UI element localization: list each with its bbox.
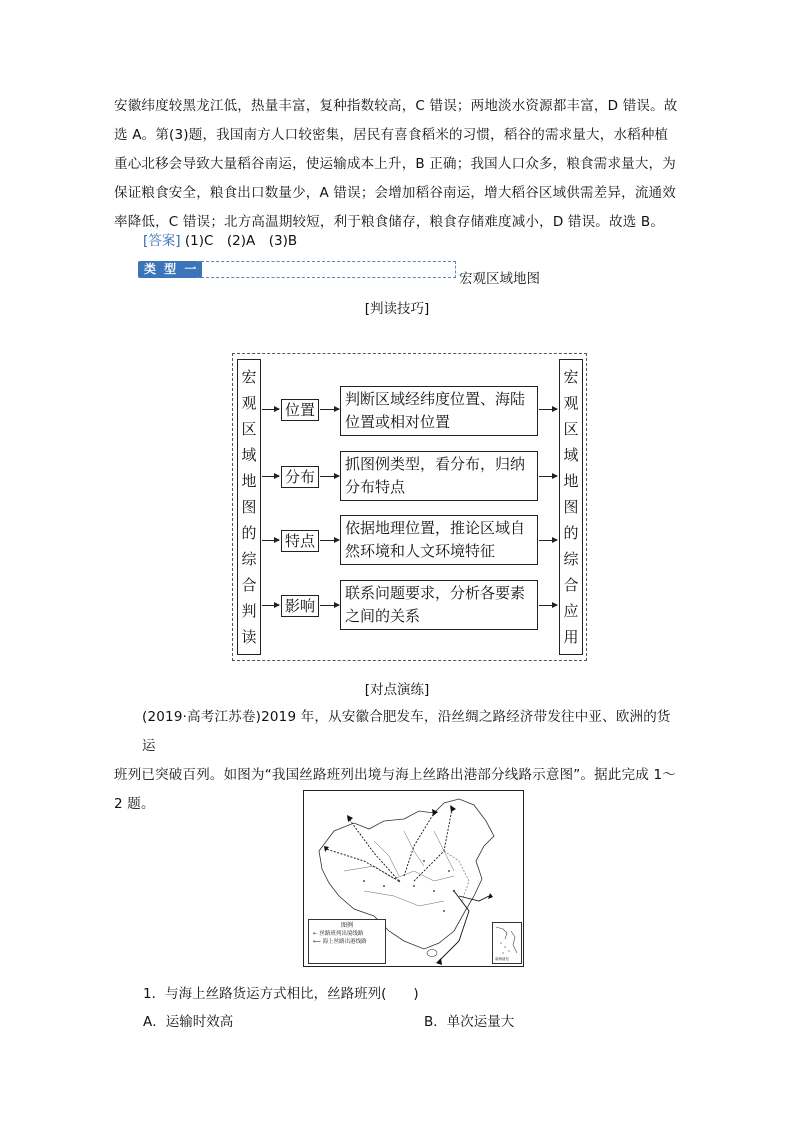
legend-item-sea: ⟵ 海上丝路出港线路 bbox=[313, 939, 367, 945]
vertical-char: 的 bbox=[563, 524, 579, 542]
row-desc-distribution bbox=[340, 451, 538, 501]
legend-title: 图例 bbox=[340, 922, 353, 929]
vertical-char: 地 bbox=[563, 472, 579, 490]
vertical-char: 合 bbox=[563, 576, 579, 594]
vertical-char: 综 bbox=[241, 550, 257, 568]
row-desc-impact bbox=[340, 580, 538, 630]
explanation-line: 重心北移会导致大量稻谷南运，使运输成本上升，B 正确；我国人口众多，粮食需求量大，为 bbox=[114, 156, 676, 172]
arrow bbox=[320, 605, 339, 606]
desc-line: 位置或相对位置 bbox=[345, 413, 451, 431]
row-desc-features bbox=[340, 515, 538, 565]
arrow bbox=[320, 476, 339, 477]
type-badge: 类 型 一 bbox=[138, 261, 202, 278]
desc-line: 抓图例类型，看分布，归纳 bbox=[345, 455, 526, 473]
type-title: 宏观区域地图 bbox=[459, 271, 540, 287]
answer-text: (1)C (2)A (3)B bbox=[184, 233, 298, 249]
vertical-char: 综 bbox=[563, 550, 579, 568]
row-label-features: 特点 bbox=[281, 530, 319, 552]
arrow bbox=[539, 605, 557, 606]
vertical-char: 观 bbox=[241, 394, 257, 412]
vertical-char: 区 bbox=[241, 420, 257, 438]
explanation-paragraph bbox=[114, 92, 680, 237]
desc-line: 判断区域经纬度位置、海陆 bbox=[345, 390, 526, 408]
intro-line: 2 题。 bbox=[114, 796, 155, 812]
practice-heading: [对点演练] bbox=[364, 682, 430, 698]
intro-line: 班列已突破百列。如图为“我国丝路班列出境与海上丝路出港部分线路示意图”。据此完成 1～ bbox=[114, 767, 676, 783]
row-desc-position bbox=[340, 386, 538, 436]
desc-line: 之间的关系 bbox=[345, 607, 421, 625]
vertical-char: 地 bbox=[241, 472, 257, 490]
arrow bbox=[262, 409, 279, 410]
legend-item-rail: ⇠ 丝路班列出境线路 bbox=[313, 931, 364, 937]
vertical-char: 用 bbox=[563, 628, 579, 646]
desc-line: 然环境和人文环境特征 bbox=[345, 542, 496, 560]
vertical-char: 合 bbox=[241, 576, 257, 594]
legend-item-label: 海上丝路出港线路 bbox=[322, 939, 367, 945]
arrow bbox=[262, 540, 279, 541]
vertical-char: 观 bbox=[563, 394, 579, 412]
vertical-char: 的 bbox=[241, 524, 257, 542]
arrow bbox=[320, 409, 339, 410]
type-dashed-bar bbox=[196, 261, 456, 278]
option-a: A．运输时效高 bbox=[143, 1014, 234, 1030]
question-1-stem: 1．与海上丝路货运方式相比，丝路班列( ) bbox=[143, 986, 419, 1002]
right-vertical-box bbox=[559, 359, 583, 655]
intro-line: (2019·高考江苏卷)2019 年，从安徽合肥发车，沿丝绸之路经济带发往中亚、欧洲的货运 bbox=[142, 709, 671, 754]
vertical-char: 判 bbox=[241, 602, 257, 620]
desc-line: 分布特点 bbox=[345, 478, 406, 496]
arrow bbox=[539, 540, 557, 541]
explanation-line: 安徽纬度较黑龙江低，热量丰富，复种指数较高，C 错误；两地淡水资源都丰富，D 错误。故 bbox=[114, 98, 678, 114]
inset-label: 南海诸岛 bbox=[495, 957, 509, 961]
vertical-char: 宏 bbox=[563, 368, 579, 386]
vertical-char: 图 bbox=[563, 498, 579, 516]
skills-heading: [判读技巧] bbox=[364, 301, 430, 317]
answer-tag: [答案] bbox=[143, 233, 181, 249]
row-label-impact: 影响 bbox=[281, 595, 319, 617]
map-legend bbox=[308, 919, 386, 964]
vertical-char: 域 bbox=[241, 446, 257, 464]
vertical-char: 应 bbox=[563, 602, 579, 620]
arrow bbox=[320, 540, 339, 541]
vertical-char: 图 bbox=[241, 498, 257, 516]
arrow bbox=[262, 605, 279, 606]
desc-line: 联系问题要求，分析各要素 bbox=[345, 584, 526, 602]
reading-skills-diagram bbox=[232, 353, 587, 661]
south-china-sea-inset bbox=[492, 922, 522, 964]
explanation-line: 选 A。第(3)题，我国南方人口较密集，居民有喜食稻米的习惯，稻谷的需求量大，水稻种植 bbox=[114, 127, 669, 143]
silk-road-route-map bbox=[303, 790, 524, 967]
vertical-char: 域 bbox=[563, 446, 579, 464]
row-label-distribution: 分布 bbox=[281, 466, 319, 488]
arrow bbox=[539, 476, 557, 477]
explanation-line: 保证粮食安全，粮食出口数量少，A 错误；会增加稻谷南运，增大稻谷区域供需差异，流通效 bbox=[114, 185, 676, 201]
explanation-line: 率降低，C 错误；北方高温期较短，利于粮食储存，粮食存储难度减小，D 错误。故选 B。 bbox=[114, 214, 665, 230]
vertical-char: 宏 bbox=[241, 368, 257, 386]
vertical-char: 区 bbox=[563, 420, 579, 438]
desc-line: 依据地理位置，推论区域自 bbox=[345, 519, 526, 537]
row-label-position: 位置 bbox=[281, 399, 319, 421]
legend-item-label: 丝路班列出境线路 bbox=[319, 931, 364, 937]
arrow bbox=[539, 409, 557, 410]
left-vertical-box bbox=[237, 359, 261, 655]
arrow bbox=[262, 476, 279, 477]
option-b: B．单次运量大 bbox=[424, 1014, 515, 1030]
answer-line bbox=[143, 229, 297, 249]
vertical-char: 读 bbox=[241, 628, 257, 646]
